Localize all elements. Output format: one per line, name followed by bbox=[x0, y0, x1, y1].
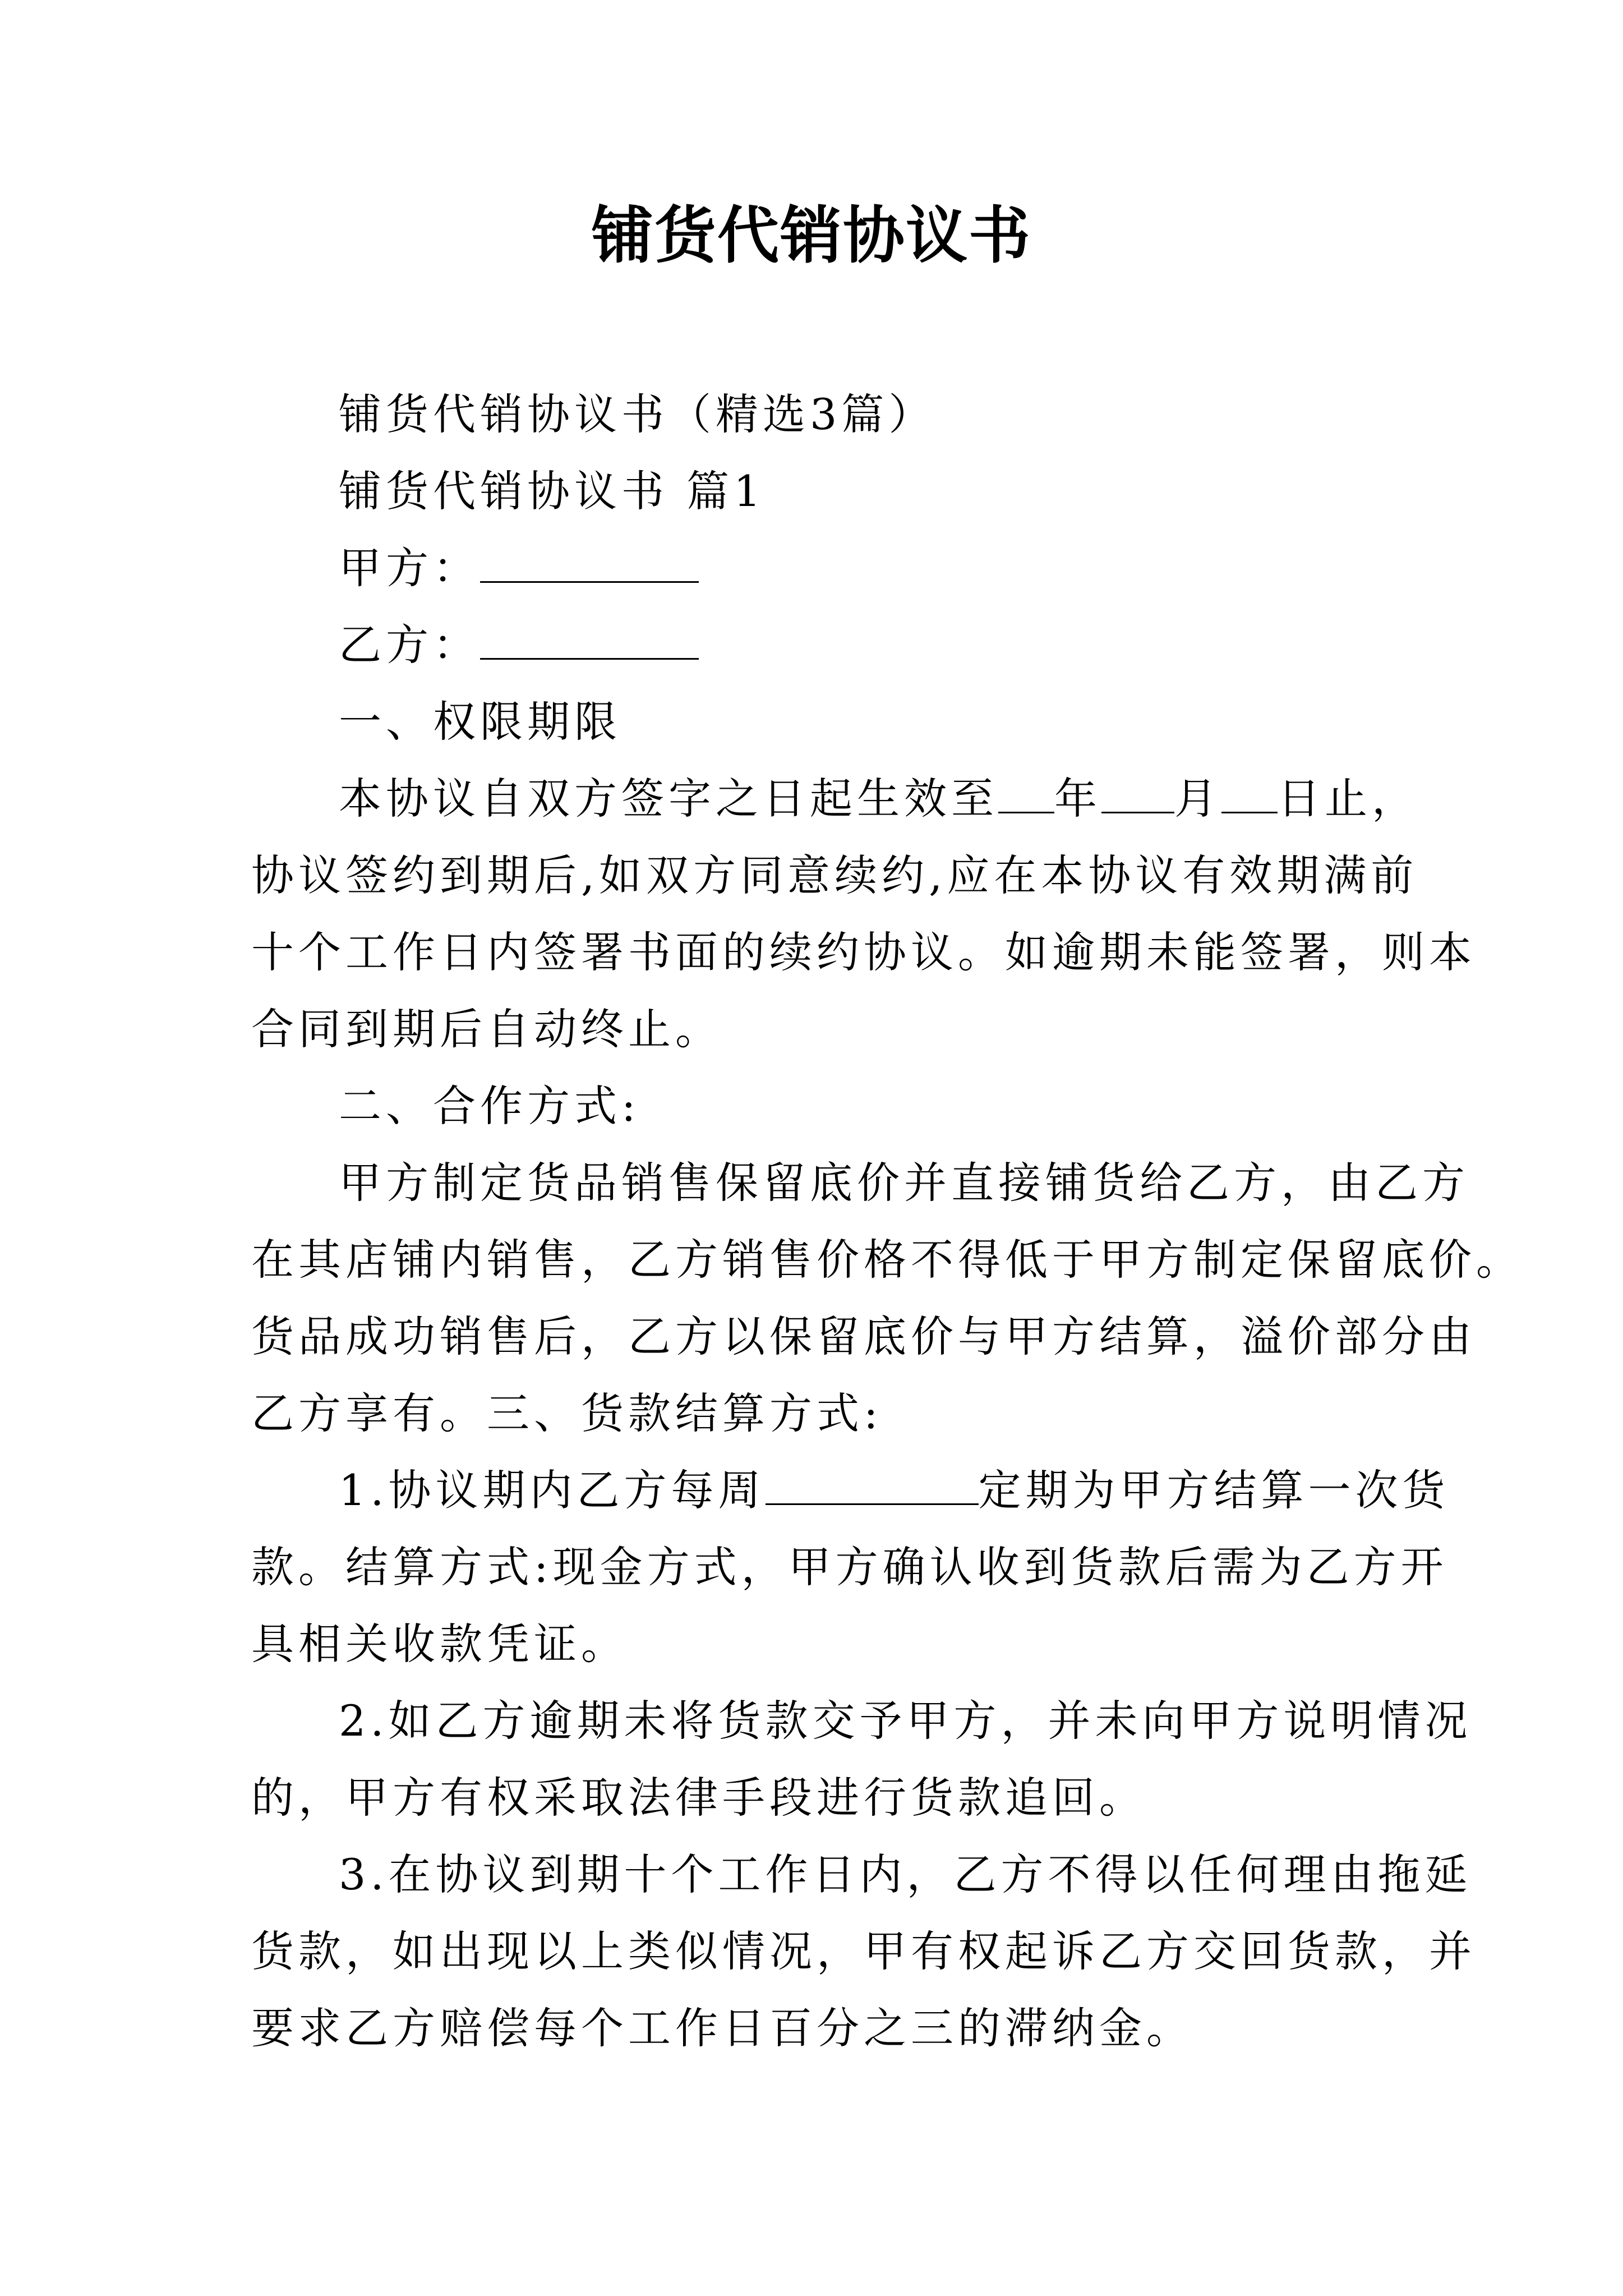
clause2-heading: 二、合作方式: bbox=[339, 1081, 640, 1131]
month-label: 月 bbox=[1174, 774, 1221, 823]
year-label: 年 bbox=[1054, 774, 1101, 823]
clause1-heading: 一、权限期限 bbox=[339, 697, 621, 747]
day-blank bbox=[1221, 772, 1278, 813]
clause2-line-3: 货品成功销售后，乙方以保留底价与甲方结算，溢价部分由 bbox=[251, 1312, 1476, 1361]
month-blank bbox=[1101, 772, 1174, 813]
item3-line-1: 3.在协议到期十个工作日内，乙方不得以任何理由拖延 bbox=[339, 1849, 1472, 1899]
document-body bbox=[251, 376, 1523, 2067]
item2-line-2: 的，甲方有权采取法律手段进行货款追回。 bbox=[251, 1773, 1146, 1823]
item1-line-1 bbox=[251, 1452, 1450, 1529]
clause1-line-3: 十个工作日内签署书面的续约协议。如逾期未能签署，则本 bbox=[251, 927, 1476, 977]
party-b-blank bbox=[480, 619, 699, 660]
item3-line-3: 要求乙方赔偿每个工作日百分之三的滞纳金。 bbox=[251, 2003, 1193, 2053]
section-heading: 铺货代销协议书 篇1 bbox=[339, 466, 766, 516]
item1-line-3: 具相关收款凭证。 bbox=[251, 1619, 628, 1669]
item1-text-b: 定期为甲方结算一次货 bbox=[978, 1465, 1450, 1515]
party-a-line bbox=[251, 530, 1395, 606]
party-b-line bbox=[251, 606, 1395, 683]
weekly-blank bbox=[766, 1464, 979, 1505]
party-b-label: 乙方： bbox=[339, 620, 480, 670]
party-a-label: 甲方： bbox=[339, 543, 480, 593]
clause1-line-1 bbox=[251, 760, 1419, 837]
clause1-line-4: 合同到期后自动终止。 bbox=[251, 1004, 722, 1054]
clause2-line-4: 乙方享有。三、货款结算方式: bbox=[251, 1388, 883, 1438]
item3-line-2: 货款，如出现以上类似情况，甲有权起诉乙方交回货款，并 bbox=[251, 1926, 1476, 1976]
party-a-blank bbox=[480, 542, 699, 583]
clause1-text-a: 本协议自双方签字之日起生效至 bbox=[339, 774, 998, 823]
document-title: 铺货代销协议书 bbox=[592, 200, 1031, 272]
clause1-line-2: 协议签约到期后,如双方同意续约,应在本协议有效期满前 bbox=[251, 850, 1418, 900]
day-label: 日止， bbox=[1278, 774, 1419, 823]
clause2-line-1: 甲方制定货品销售保留底价并直接铺货给乙方，由乙方 bbox=[339, 1158, 1469, 1208]
item2-line-1: 2.如乙方逾期未将货款交予甲方，并未向甲方说明情况 bbox=[339, 1696, 1472, 1746]
subtitle-line: 铺货代销协议书（精选3篇） bbox=[339, 389, 936, 439]
item1-text-a: 1.协议期内乙方每周 bbox=[339, 1465, 766, 1515]
item1-line-2: 款。结算方式:现金方式，甲方确认收到货款后需为乙方开 bbox=[251, 1542, 1448, 1592]
clause2-line-2: 在其店铺内销售，乙方销售价格不得低于甲方制定保留底价。 bbox=[251, 1235, 1523, 1285]
year-blank bbox=[998, 772, 1054, 813]
